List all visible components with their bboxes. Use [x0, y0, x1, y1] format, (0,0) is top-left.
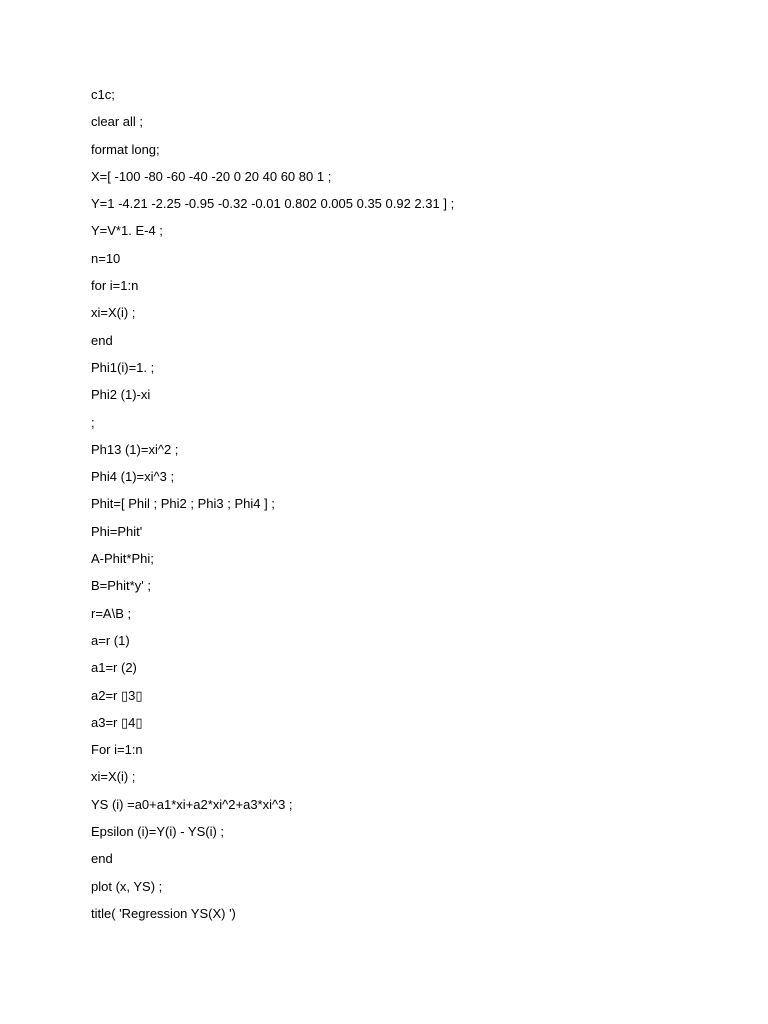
- code-line: ;: [91, 414, 95, 430]
- code-line: clear all ;: [91, 114, 144, 130]
- code-listing: [91, 86, 711, 932]
- code-line: Phi2 (1)-xi: [91, 387, 151, 403]
- code-line: YS (i) =a0+a1*xi+a2*xi^2+a3*xi^3 ;: [91, 796, 293, 812]
- code-line: format long;: [91, 141, 160, 157]
- code-line: a1=r (2): [91, 660, 137, 676]
- code-line: a=r (1): [91, 632, 130, 648]
- code-line: a2=r ▯3▯: [91, 687, 143, 703]
- code-line: Phi=Phit': [91, 523, 143, 539]
- code-line: A-Phit*Phi;: [91, 551, 154, 567]
- code-line: X=[ -100 -80 -60 -40 -20 0 20 40 60 80 1 ;: [91, 168, 332, 184]
- code-line: c1c;: [91, 87, 115, 102]
- code-line: plot (x, YS) ;: [91, 878, 163, 894]
- code-line: for i=1:n: [91, 278, 139, 294]
- code-line: Y=1 -4.21 -2.25 -0.95 -0.32 -0.01 0.802 0.005 0.35 0.92 2.31 ] ;: [91, 196, 455, 212]
- code-line: end: [91, 851, 113, 867]
- code-line: end: [91, 332, 113, 348]
- code-line: xi=X(i) ;: [91, 769, 136, 785]
- code-line: title( 'Regression YS(X) '): [91, 905, 236, 921]
- code-line: For i=1:n: [91, 742, 143, 758]
- code-line: Phi4 (1)=xi^3 ;: [91, 469, 175, 485]
- code-line: n=10: [91, 250, 121, 266]
- code-line: Ph13 (1)=xi^2 ;: [91, 441, 179, 457]
- code-line: Phit=[ Phil ; Phi2 ; Phi3 ; Phi4 ] ;: [91, 496, 275, 512]
- code-line: Y=V*1. E-4 ;: [91, 223, 163, 239]
- code-line: xi=X(i) ;: [91, 305, 136, 321]
- code-line: B=Phit*y' ;: [91, 578, 151, 594]
- code-line: Epsilon (i)=Y(i) - YS(i) ;: [91, 824, 225, 840]
- code-line: Phi1(i)=1. ;: [91, 359, 155, 375]
- code-line: r=A\B ;: [91, 605, 132, 621]
- code-line: a3=r ▯4▯: [91, 714, 143, 730]
